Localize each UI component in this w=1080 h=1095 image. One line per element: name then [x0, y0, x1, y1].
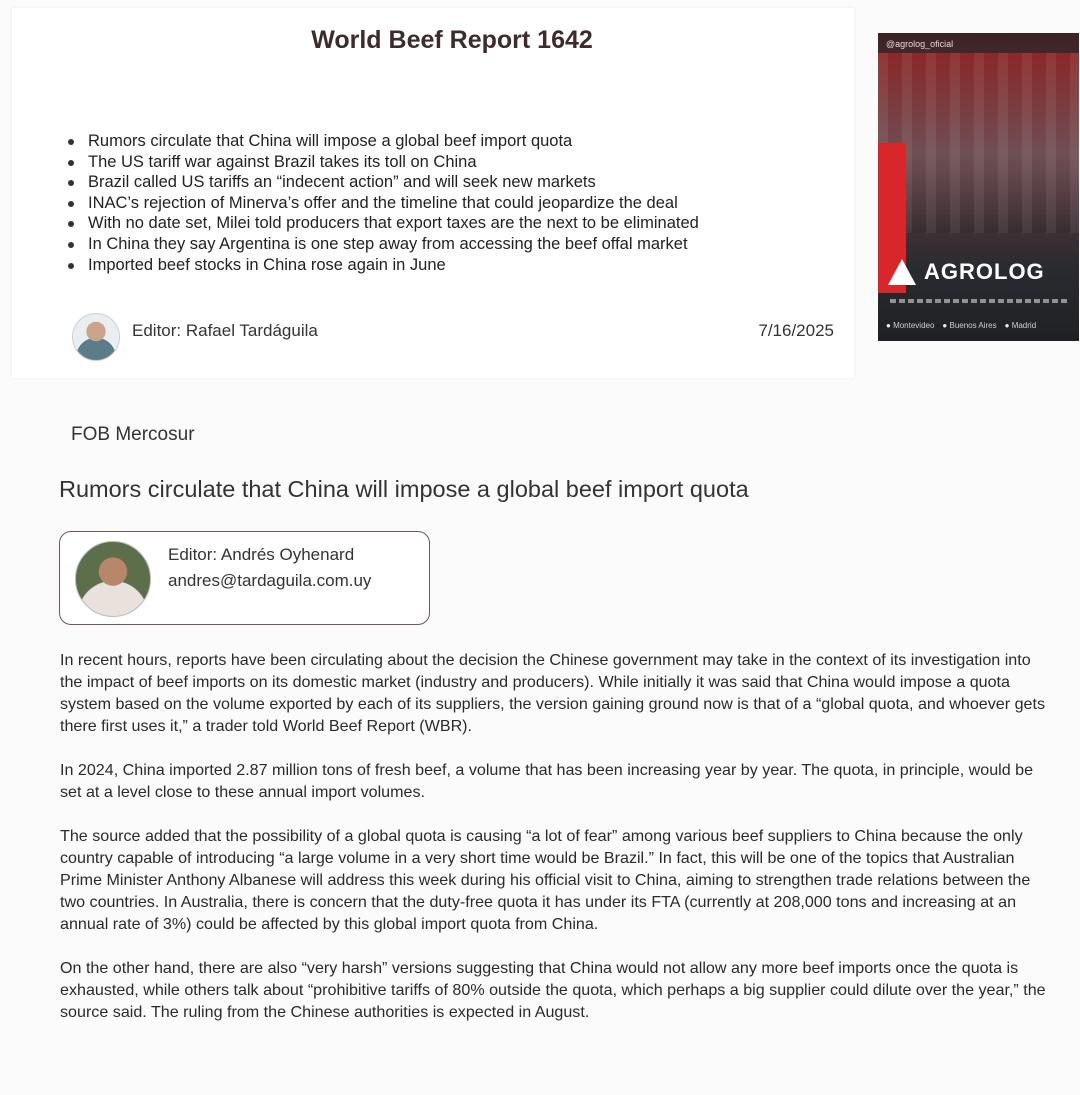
article-editor-email[interactable]: andres@tardaguila.com.uy [168, 571, 372, 590]
ad-city: ● Montevideo [886, 321, 934, 330]
article-editor-card [59, 531, 430, 625]
headline-item[interactable]: Rumors circulate that China will impose a global beef import quota [66, 131, 856, 152]
headline-item[interactable]: Imported beef stocks in China rose again in June [66, 255, 856, 276]
report-editor-name: Editor: Rafael Tardáguila [132, 321, 318, 340]
meat-racks-image [878, 53, 1079, 233]
report-date: 7/16/2025 [758, 321, 834, 340]
article-editor-avatar [75, 541, 151, 617]
headline-list [66, 131, 856, 275]
headline-item[interactable]: Brazil called US tariffs an “indecent action” and will seek new markets [66, 172, 856, 193]
ad-tagline-line [890, 299, 1070, 303]
agrolog-ad-banner[interactable] [878, 33, 1079, 341]
agrolog-logo-icon [888, 259, 916, 285]
report-header-card [12, 8, 854, 378]
headline-item[interactable]: The US tariff war against Brazil takes its toll on China [66, 152, 856, 173]
ad-city: ● Buenos Aires [942, 321, 996, 330]
agrolog-logo [888, 257, 1045, 287]
article-body [60, 649, 1050, 1045]
ad-handle: @agrolog_oficial [886, 39, 954, 49]
ad-cities [886, 321, 1036, 330]
article-paragraph: On the other hand, there are also “very harsh” versions suggesting that China would not allow any more beef imports once the quota is exhausted, while others talk about “prohibitive tariffs of 80% outside the quota, which perhaps a big supplier could dilute over the year,” the source said. The ruling from the Chinese authorities is expected in August. [60, 959, 1046, 1021]
report-editor-row [72, 313, 834, 365]
report-title: World Beef Report 1642 [311, 26, 593, 54]
article-title: Rumors circulate that China will impose a global beef import quota [59, 476, 749, 502]
headline-item[interactable]: With no date set, Milei told producers that export taxes are the next to be eliminated [66, 213, 856, 234]
article-editor-name: Editor: Andrés Oyhenard [168, 545, 355, 564]
ad-city: ● Madrid [1005, 321, 1037, 330]
section-label: FOB Mercosur [71, 424, 195, 445]
agrolog-logo-text: AGROLOG [924, 259, 1045, 284]
article-paragraph: The source added that the possibility of a global quota is causing “a lot of fear” among various beef suppliers to China because the only country capable of introducing “a large volume in a very short time would be Brazil.” In fact, this will be one of the topics that Australian Prime Minister Anthony Albanese will address this week during his official visit to China, aiming to strengthen trade relations between the two countries. In Australia, there is concern that the duty-free quota it has under its FTA (currently at 208,000 tons and increasing at an annual rate of 3%) could be affected by this global import quota from China. [60, 827, 1031, 933]
headline-item[interactable]: In China they say Argentina is one step away from accessing the beef offal market [66, 234, 856, 255]
editor-avatar [72, 313, 120, 361]
headline-item[interactable]: INAC’s rejection of Minerva’s offer and the timeline that could jeopardize the deal [66, 193, 856, 214]
article-paragraph: In 2024, China imported 2.87 million tons of fresh beef, a volume that has been increasing year by year. The quota, in principle, would be set at a level close to these annual import volumes. [60, 761, 1034, 801]
article-paragraph: In recent hours, reports have been circulating about the decision the Chinese government may take in the context of its investigation into the impact of beef imports on its domestic market (industry and producers). While initially it was said that China would impose a quota system based on the volume exported by each of its suppliers, the version gaining ground now is that of a “global quota, and whoever gets there first uses it,” a trader told World Beef Report (WBR). [60, 651, 1045, 735]
